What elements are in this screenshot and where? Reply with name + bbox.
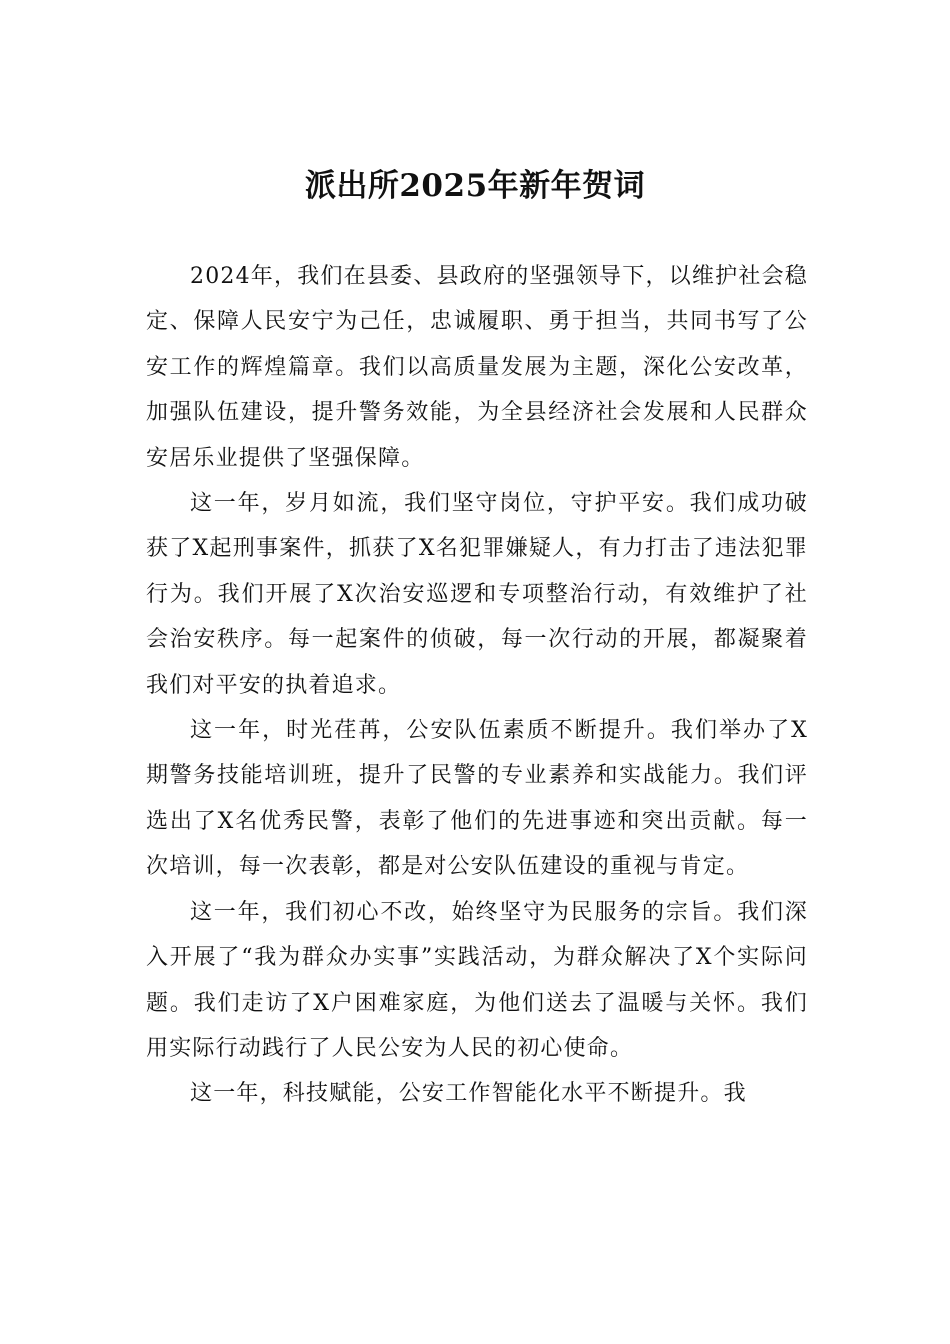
paragraph-2: 这一年，岁月如流，我们坚守岗位，守护平安。我们成功破获了X起刑事案件，抓获了X名犯罪嫌疑人，有力打击了违法犯罪行为。我们开展了X次治安巡逻和专项整治行动，有效维护了社会治安秩序。每一起案件的侦破，每一次行动的开展，都凝聚着我们对平安的执着追求。 [146, 491, 808, 698]
paragraph-1: 2024年，我们在县委、县政府的坚强领导下，以维护社会稳定、保障人民安宁为己任，忠诚履职、勇于担当，共同书写了公安工作的辉煌篇章。我们以高质量发展为主题，深化公安改革，加强队伍建设，提升警务效能，为全县经济社会发展和人民群众安居乐业提供了坚强保障。 [146, 264, 808, 471]
paragraph-5: 这一年，科技赋能，公安工作智能化水平不断提升。我 [190, 1081, 747, 1107]
paragraph-4: 这一年，我们初心不改，始终坚守为民服务的宗旨。我们深入开展了“我为群众办实事”实践活动，为群众解决了X个实际问题。我们走访了X户困难家庭，为他们送去了温暖与关怀。我们用实际行动践行了人民公安为人民的初心使命。 [146, 899, 808, 1061]
paragraph-3: 这一年，时光荏苒，公安队伍素质不断提升。我们举办了X期警务技能培训班，提升了民警的专业素养和实战能力。我们评选出了X名优秀民警，表彰了他们的先进事迹和突出贡献。每一次培训，每一次表彰，都是对公安队伍建设的重视与肯定。 [146, 718, 808, 880]
document-body [146, 254, 808, 1117]
document-title: 派出所2025年新年贺词 [304, 168, 646, 204]
